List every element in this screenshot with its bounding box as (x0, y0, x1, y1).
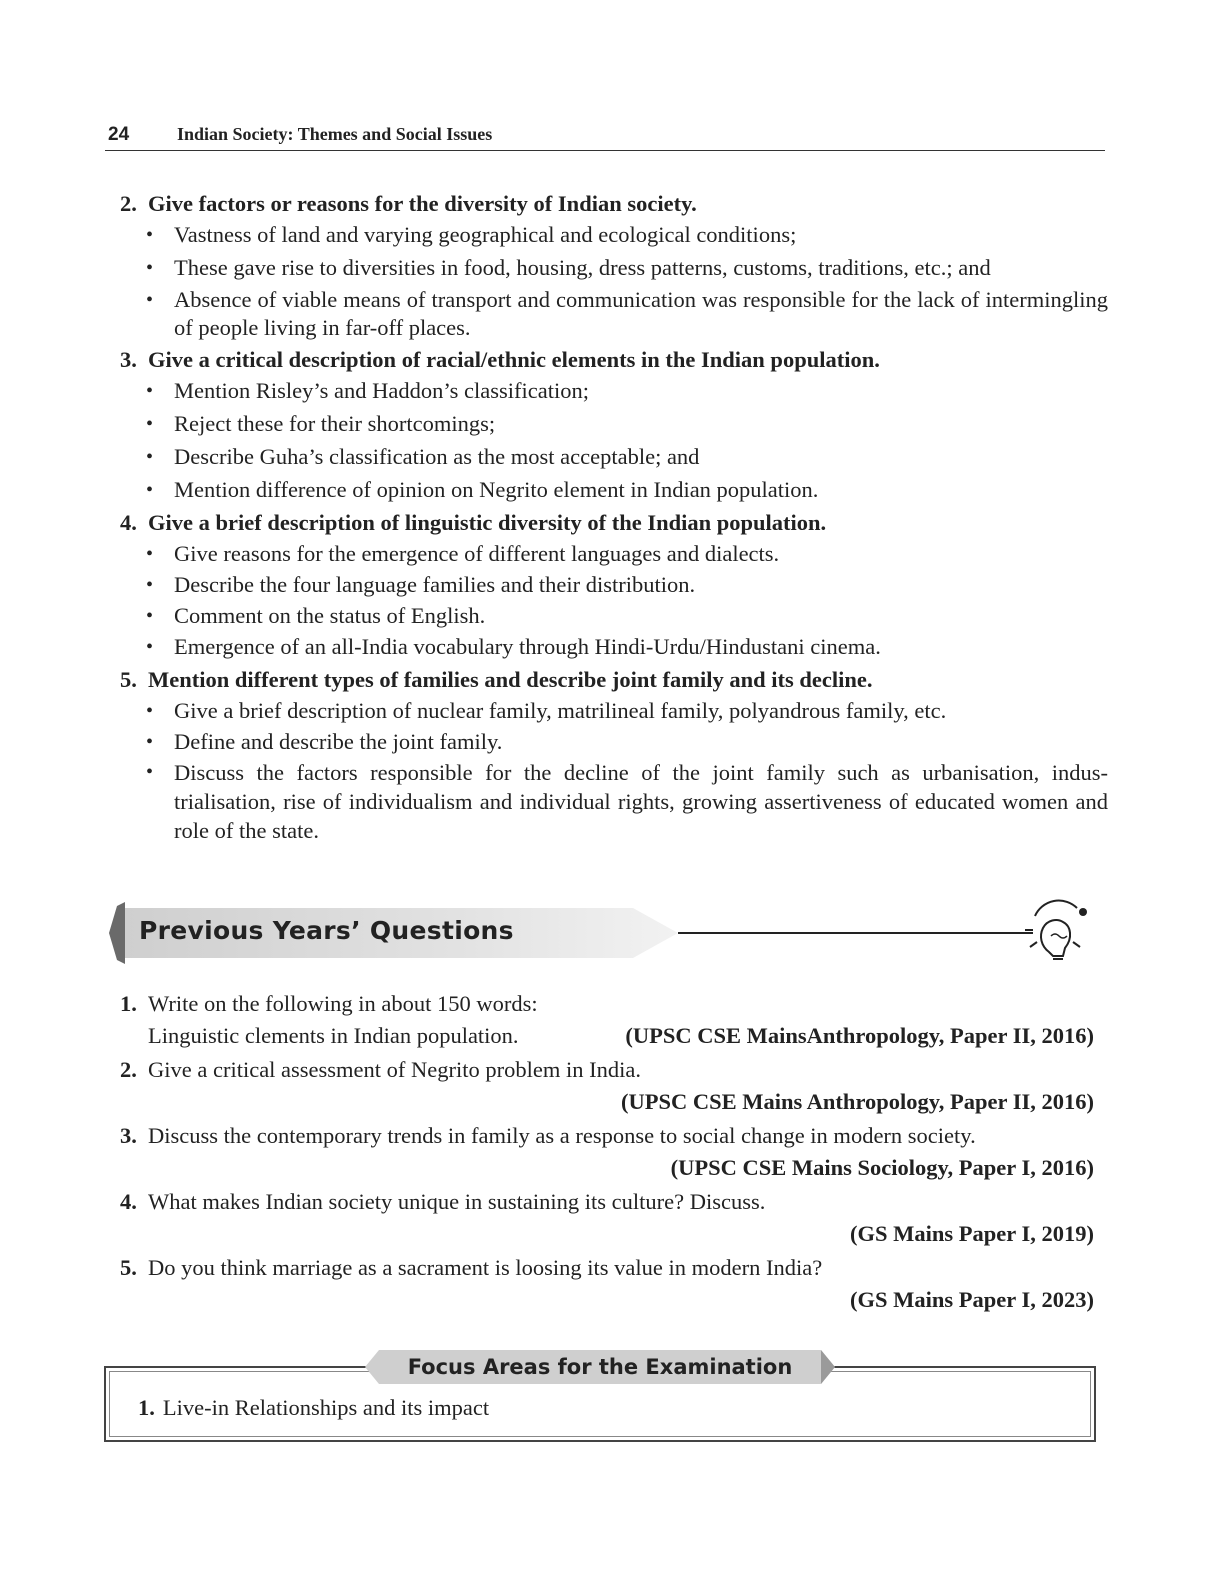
page-number: 24 (108, 124, 130, 145)
focus-title: Focus Areas for the Examination (407, 1355, 793, 1379)
question-item (118, 345, 1108, 375)
book-title: Indian Society: Themes and Social Issues (177, 124, 493, 144)
bullet-item: • Reject these for their shortcomings; (146, 409, 1108, 439)
pyq-text: Discuss the contemporary trends in family as a response to social change in modern society. (148, 1123, 976, 1148)
pyq-source: (UPSC CSE Mains Anthropology, Paper II, 2016) (621, 1089, 1094, 1114)
bullet-list (118, 220, 1108, 342)
pyq-source: (GS Mains Paper I, 2019) (850, 1221, 1094, 1246)
bullet-item: • Give a brief description of nuclear family, matrilineal family, polyandrous family, etc. (146, 696, 1108, 726)
question-number: 5. (120, 667, 137, 692)
bullet-item: • Emergence of an all-India vocabulary through Hindi-Urdu/Hindustani cinema. (146, 632, 1108, 662)
bullet-item: • Give reasons for the emergence of different languages and dialects. (146, 539, 1108, 569)
pyq-item (118, 1120, 1094, 1184)
pyq-subtext: Linguistic clements in Indian population. (148, 1023, 519, 1048)
bullet-list (118, 539, 1108, 662)
question-number: 2. (120, 191, 137, 216)
focus-label-tab (365, 1348, 835, 1386)
question-number: 4. (120, 510, 137, 535)
pyq-text: Give a critical assessment of Negrito problem in India. (148, 1057, 641, 1082)
bullet-item: • Mention difference of opinion on Negrito element in Indian population. (146, 475, 1108, 505)
pyq-number: 1. (120, 991, 137, 1016)
bullet-item: • Vastness of land and varying geographical and ecological conditions; (146, 220, 1108, 250)
pyq-number: 4. (120, 1189, 137, 1214)
bullet-list (118, 696, 1108, 845)
lightbulb-icon (1021, 896, 1091, 962)
pyq-title: Previous Years’ Questions (139, 916, 514, 945)
pyq-number: 5. (120, 1255, 137, 1280)
pyq-source: (GS Mains Paper I, 2023) (850, 1287, 1094, 1312)
question-text: Give a brief description of linguistic diversity of the Indian population. (148, 510, 827, 535)
focus-item (138, 1395, 489, 1421)
bullet-item: • Mention Risley’s and Haddon’s classification; (146, 376, 1108, 406)
pyq-banner (103, 902, 1103, 968)
question-item (118, 189, 1108, 219)
question-item (118, 508, 1108, 538)
pyq-number: 2. (120, 1057, 137, 1082)
bullet-item: • Comment on the status of English. (146, 601, 1108, 631)
pyq-source: (UPSC CSE MainsAnthropology, Paper II, 2016) (625, 1023, 1094, 1048)
pyq-list (118, 988, 1094, 1318)
question-text: Mention different types of families and describe joint family and its decline. (148, 667, 873, 692)
pyq-item (118, 1186, 1094, 1250)
question-number: 3. (120, 347, 137, 372)
focus-number: 1. (138, 1395, 155, 1420)
pyq-item (118, 1252, 1094, 1316)
pyq-text: Do you think marriage as a sacrament is loosing its value in modern India? (148, 1255, 823, 1280)
pyq-text: What makes Indian society unique in sustaining its culture? Discuss. (148, 1189, 766, 1214)
pyq-item (118, 988, 1094, 1052)
bullet-item: • Absence of viable means of transport and communication was responsible for the lack of intermingling of people living in far-off places. (146, 286, 1108, 342)
bullet-list (118, 376, 1108, 505)
question-text: Give a critical description of racial/ethnic elements in the Indian population. (148, 347, 880, 372)
pyq-inline-row (148, 1020, 1094, 1052)
bullet-item: • Describe the four language families and their distribution. (146, 570, 1108, 600)
pyq-number: 3. (120, 1123, 137, 1148)
question-item (118, 665, 1108, 695)
running-header (105, 120, 1105, 151)
pyq-item (118, 1054, 1094, 1118)
pyq-source: (UPSC CSE Mains Sociology, Paper I, 2016) (670, 1155, 1094, 1180)
pyq-text: Write on the following in about 150 words: (148, 991, 538, 1016)
bullet-item: • Describe Guha’s classification as the most acceptable; and (146, 442, 1108, 472)
question-text: Give factors or reasons for the diversity of Indian society. (148, 191, 697, 216)
bullet-item: • These gave rise to diversities in food, housing, dress patterns, customs, traditions, etc.; and (146, 253, 1108, 283)
answer-guidelines (118, 189, 1108, 848)
focus-text: Live-in Relationships and its impact (162, 1395, 490, 1420)
bullet-item: • Discuss the factors responsible for the decline of the joint family such as urbanisation, indus-trialisation, rise of individualism and individual rights, growing assertiveness of educated women and role of the state. (146, 758, 1108, 845)
bullet-item: • Define and describe the joint family. (146, 727, 1108, 757)
